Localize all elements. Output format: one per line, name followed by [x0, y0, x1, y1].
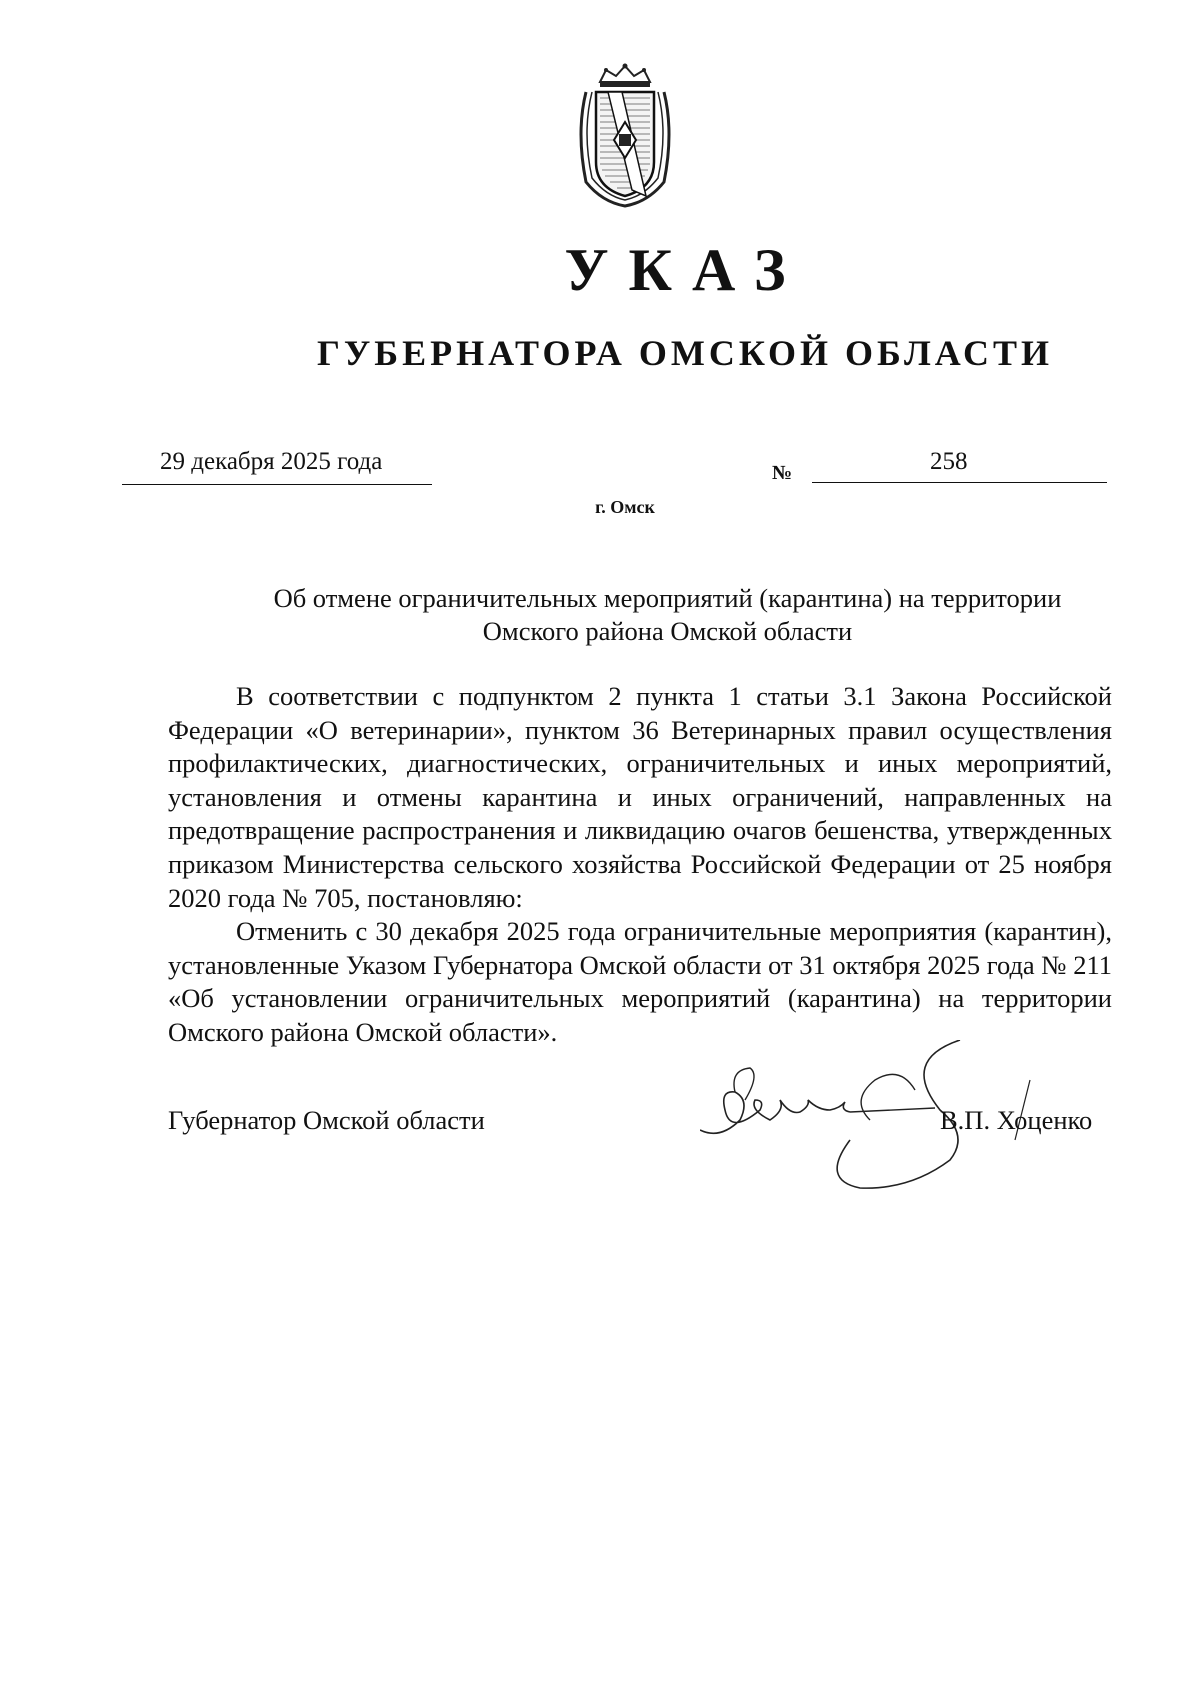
body-paragraph-preamble: В соответствии с подпунктом 2 пункта 1 статьи 3.1 Закона Российской Федерации «О ветеринарии», пунктом 36 Ветеринарных правил осуществления профилактических, диагностических, ограничительных и иных мероприятий, установления и отмены карантина и иных ограничений, направленных на предотвращение распространения и ликвидацию очагов бешенства, утвержденных приказом Министерства сельского хозяйства Российской Федерации от 25 ноября 2020 года № 705, постановляю:: [168, 681, 1112, 913]
number-label: №: [772, 462, 793, 484]
signatory-name: В.П. Хоценко: [940, 1105, 1093, 1135]
heading-line: Омского района Омской области: [482, 616, 853, 646]
signatory-position: Губернатор Омской области: [168, 1105, 485, 1135]
coat-of-arms-emblem: [572, 62, 678, 208]
issuing-authority-title: ГУБЕРНАТОРА ОМСКОЙ ОБЛАСТИ: [316, 333, 1054, 373]
document-number: 258: [930, 448, 968, 475]
document-heading: [150, 582, 1185, 648]
heading-line: Об отмене ограничительных мероприятий (карантина) на территории: [273, 583, 1062, 613]
issue-city: г. Омск: [595, 497, 655, 517]
document-type-title: УКАЗ: [564, 237, 806, 303]
document-date: 29 декабря 2025 года: [160, 448, 383, 475]
document-body: [168, 680, 1112, 1050]
body-paragraph-decision: Отменить с 30 декабря 2025 года ограничительные мероприятия (карантин), установленные Указом Губернатора Омской области от 31 октября 2025 года № 211 «Об установлении ограничительных мероприятий (карантина) на территории Омского района Омской области».: [168, 916, 1112, 1047]
